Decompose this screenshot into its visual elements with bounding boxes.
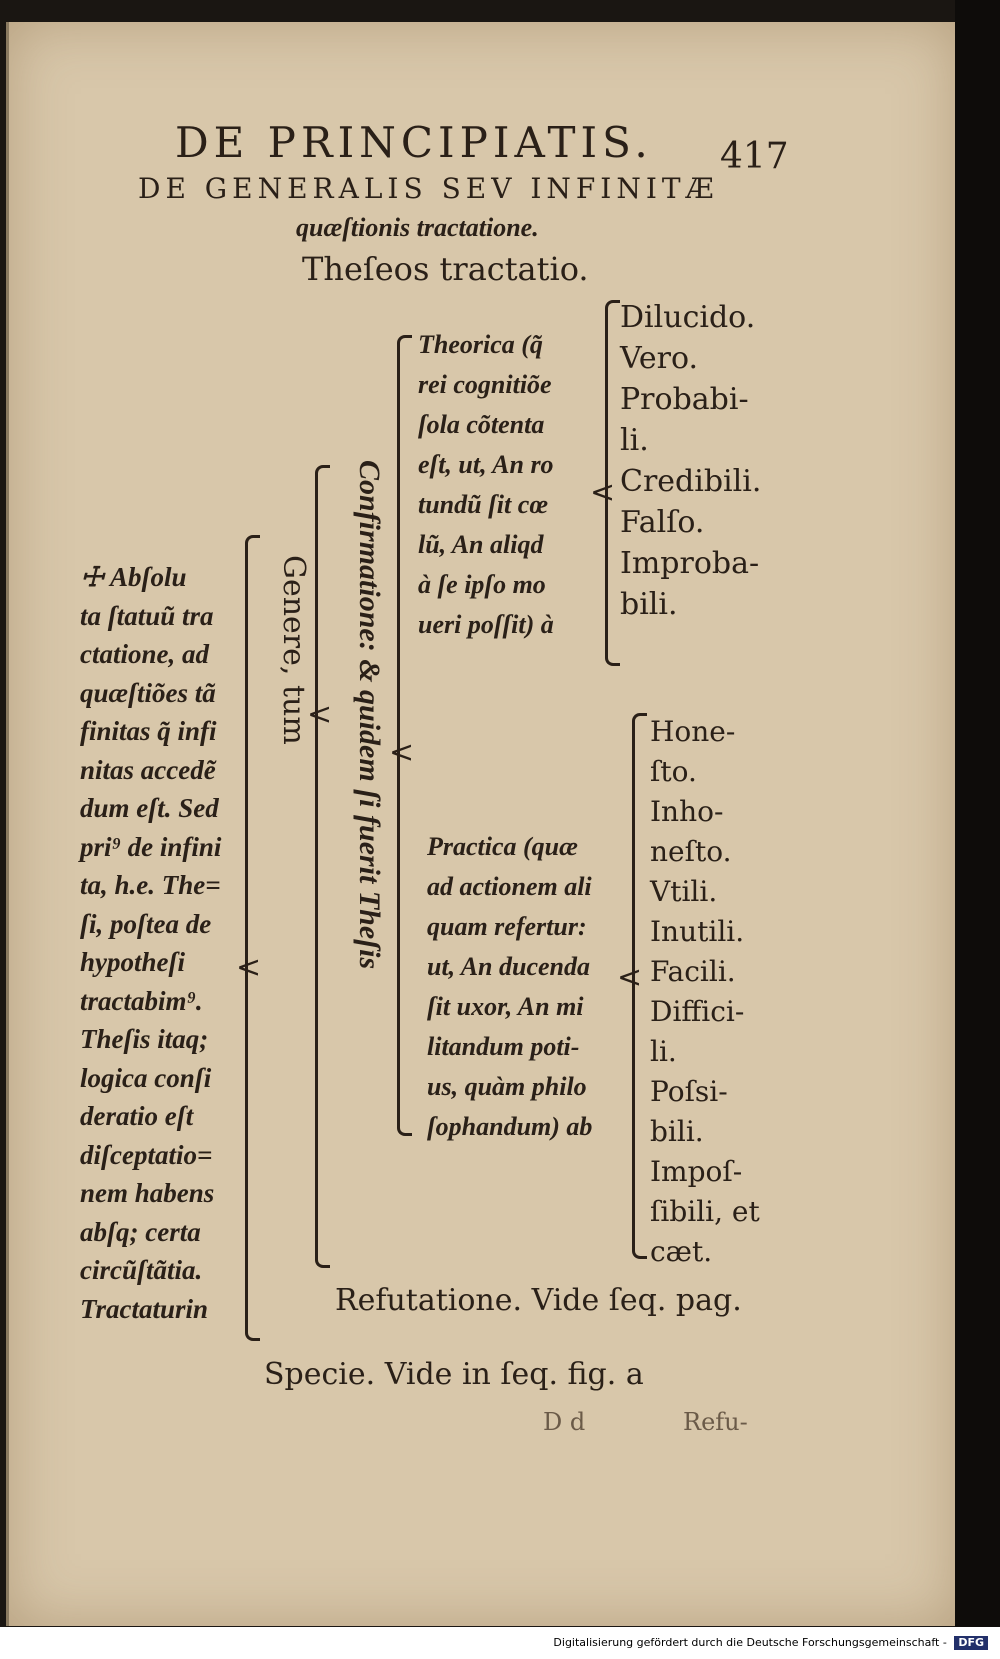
specie-line: Specie. Vide in ſeq. fig. a — [264, 1357, 644, 1392]
practica-list-item: Hone- — [650, 715, 736, 748]
practica-list-item: bili. — [650, 1115, 704, 1148]
left-column-line: dum eſt. Sed — [80, 793, 219, 823]
practica-list-item: Poſsi- — [650, 1075, 728, 1108]
theorica-line: Theorica (q̃ — [418, 330, 543, 359]
practica-list-item: Diffici- — [650, 995, 745, 1028]
left-column-line: logica conſi — [80, 1062, 212, 1093]
left-column-line: ta ſtatuũ tra — [80, 600, 214, 631]
practica-line: ut, An ducenda — [427, 952, 591, 981]
left-column-line: ☩ Abſolu — [80, 562, 187, 592]
left-column-line: deratio eſt — [80, 1101, 194, 1131]
digitization-footer — [0, 1627, 1000, 1659]
practica-list-item: Inutili. — [650, 915, 745, 948]
theorica-line: ſola cõtenta — [418, 410, 545, 439]
left-column-line: nitas accedẽ — [80, 754, 216, 785]
left-column-line: tractabim⁹. — [80, 985, 203, 1016]
page-number: 417 — [720, 136, 789, 177]
theorica-list-item: Falſo. — [620, 505, 705, 540]
practica-list-item: Impoſ- — [650, 1155, 743, 1188]
left-column-line: quæſtiões tã — [80, 677, 216, 708]
genere-vertical: Genere, tum — [276, 555, 311, 745]
practica-list-item: Facili. — [650, 955, 736, 988]
dfg-logo: DFG — [954, 1636, 988, 1650]
practica-list-item: cæt. — [650, 1235, 713, 1268]
theorica-line: ueri poſſit) à — [418, 610, 554, 639]
theorica-line: lũ, An aliqd — [418, 530, 544, 559]
practica-line: ſophandum) ab — [427, 1112, 593, 1141]
subtitle-line-3: Theſeos tractatio. — [302, 250, 589, 288]
practica-line: ſit uxor, An mi — [427, 992, 584, 1021]
left-column-line: ſi, poſtea de — [80, 908, 212, 939]
subtitle-line-2: quæſtionis tractatione. — [296, 213, 539, 242]
theorica-line: tundũ ſit cœ — [418, 490, 549, 519]
theorica-line: eſt, ut, An ro — [418, 450, 554, 479]
theorica-line: à ſe ipſo mo — [418, 570, 546, 599]
theorica-list-item: bili. — [620, 587, 678, 622]
practica-line: quam refertur: — [427, 912, 587, 941]
left-column-line: abſq; certa — [80, 1216, 201, 1247]
brace-theorica-point: < — [590, 475, 616, 510]
left-column-line: finitas q̃ infi — [80, 716, 217, 746]
brace-genere — [315, 465, 330, 1268]
brace-left-column — [245, 535, 260, 1341]
confirmatione-vertical: Confirmatione: & quidem ſi fuerit Theſis — [353, 460, 386, 970]
left-column-line: ctatione, ad — [80, 639, 209, 669]
left-column-line: Theſis itaq; — [80, 1024, 209, 1054]
practica-list-item: neſto. — [650, 835, 732, 868]
theorica-list-item: Credibili. — [620, 464, 762, 499]
brace-genere-point: < — [307, 697, 333, 732]
practica-list-item: li. — [650, 1035, 677, 1068]
signature-mark: D d — [543, 1408, 586, 1436]
practica-list-item: ſibili, et — [650, 1195, 760, 1228]
running-title: DE PRINCIPIATIS. — [175, 118, 653, 167]
theorica-list-item: Dilucido. — [620, 300, 756, 335]
practica-line: litandum poti- — [427, 1032, 580, 1061]
subtitle-line-1: DE GENERALIS SEV INFINITÆ — [138, 172, 719, 205]
theorica-list-item: Probabi- — [620, 382, 749, 417]
theorica-list-item: Vero. — [620, 341, 699, 376]
practica-list-item: Inho- — [650, 795, 724, 828]
theorica-list-item: Improba- — [620, 546, 760, 581]
theorica-line: rei cognitiõe — [418, 370, 552, 399]
practica-list-item: ſto. — [650, 755, 697, 788]
theorica-list-item: li. — [620, 423, 649, 458]
catchword: Refu- — [683, 1408, 748, 1436]
practica-list-item: Vtili. — [650, 875, 718, 908]
left-column-line: pri⁹ de infini — [80, 831, 222, 862]
refutatione-line: Refutatione. Vide ſeq. pag. — [335, 1283, 742, 1318]
left-column-line: circũſtãtia. — [80, 1255, 203, 1285]
footer-text: Digitalisierung gefördert durch die Deutsche Forschungsgemeinschaft - — [553, 1636, 947, 1649]
brace-confirmatione-point: < — [389, 735, 415, 770]
brace-left-column-point: < — [236, 950, 262, 985]
left-column-line: diſceptatio= — [80, 1139, 213, 1170]
practica-line: ad actionem ali — [427, 872, 592, 901]
brace-practica-point: < — [617, 960, 643, 995]
practica-line: Practica (quæ — [427, 832, 578, 861]
scan-edge — [955, 0, 1000, 1659]
practica-line: us, quàm philo — [427, 1072, 587, 1101]
left-column-line: hypotheſi — [80, 947, 185, 977]
left-column-line: Tractaturin — [80, 1293, 209, 1324]
left-column-line: ta, h.e. The= — [80, 870, 221, 900]
left-column-line: nem habens — [80, 1178, 215, 1208]
